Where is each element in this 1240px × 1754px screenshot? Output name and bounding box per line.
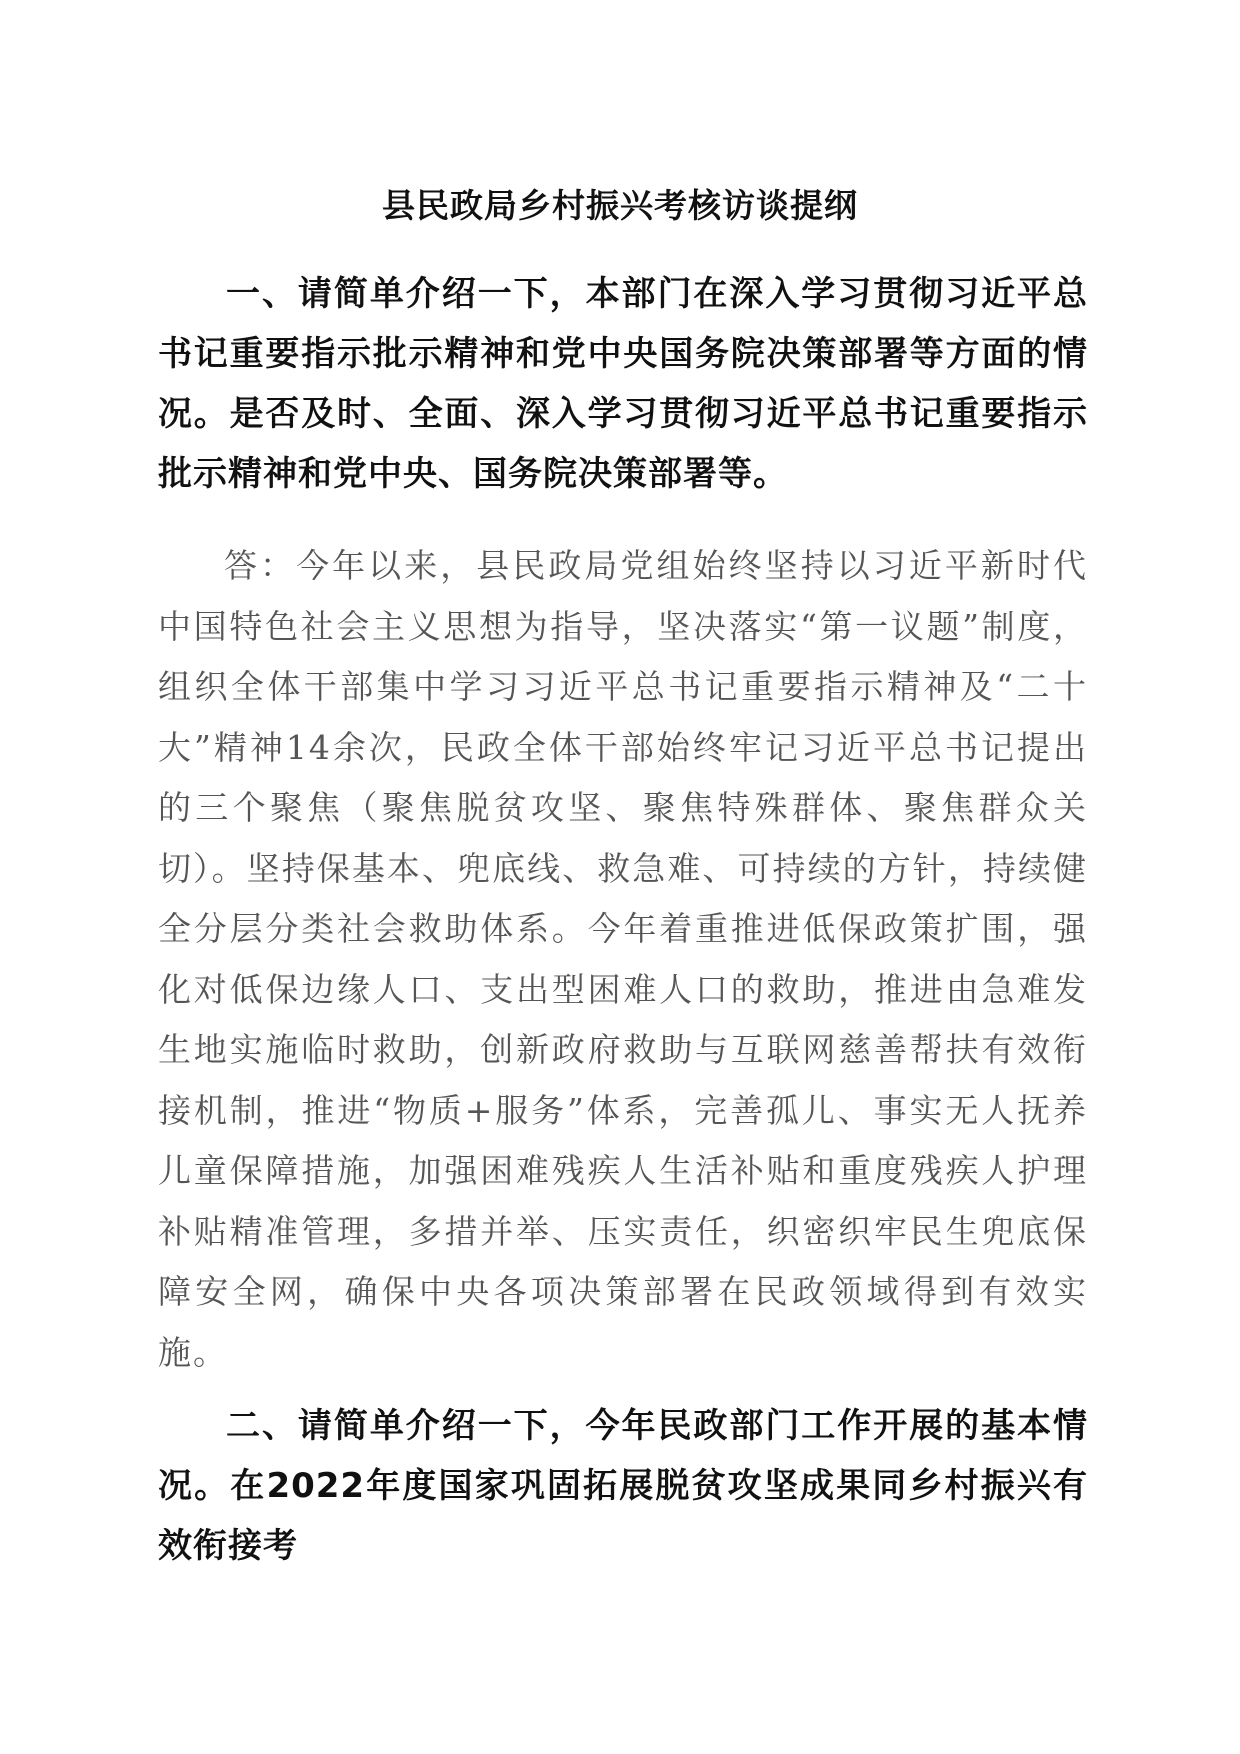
document-title: 县民政局乡村振兴考核访谈提纲 xyxy=(382,186,858,225)
question-2: 二、请简单介绍一下，今年民政部门工作开展的基本情况。在2022年度国家巩固拓展脱贫攻坚成果同乡村振兴有效衔接考 xyxy=(158,1406,1088,1566)
answer-1: 答：今年以来，县民政局党组始终坚持以习近平新时代中国特色社会主义思想为指导，坚决落实“第一议题”制度，组织全体干部集中学习习近平总书记重要指示精神及“二十大”精神14余次，民政全体干部始终牢记习近平总书记提出的三个聚焦（聚焦脱贫攻坚、聚焦特殊群体、聚焦群众关切）。坚持保基本、兜底线、救急难、可持续的方针，持续健全分层分类社会救助体系。今年着重推进低保政策扩围，强化对低保边缘人口、支出型困难人口的救助，推进由急难发生地实施临时救助，创新政府救助与互联网慈善帮扶有效衔接机制，推进“物质+服务”体系，完善孤儿、事实无人抚养儿童保障措施，加强困难残疾人生活补贴和重度残疾人护理补贴精准管理，多措并举、压实责任，织密织牢民生兜底保障安全网，确保中央各项决策部署在民政领域得到有效实施。 xyxy=(158,546,1088,1372)
question-1: 一、请简单介绍一下，本部门在深入学习贯彻习近平总书记重要指示批示精神和党中央国务院决策部署等方面的情况。是否及时、全面、深入学习贯彻习近平总书记重要指示批示精神和党中央、国务院决策部署等。 xyxy=(158,274,1088,494)
